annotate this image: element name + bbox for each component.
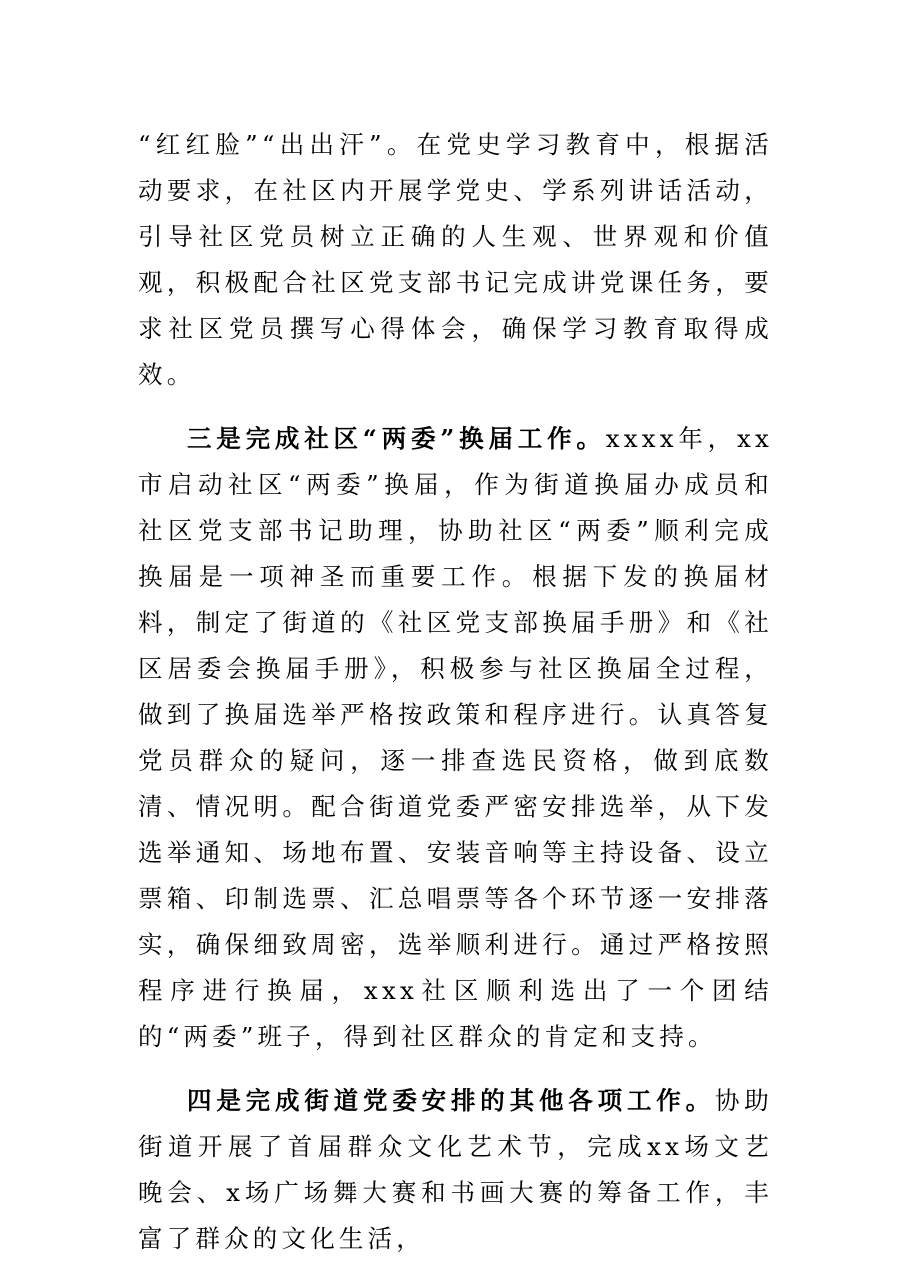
paragraph-heading: 四是完成街道党委安排的其他各项工作。 xyxy=(187,1086,715,1115)
document-body xyxy=(138,122,773,1262)
paragraph-continuation xyxy=(138,122,773,398)
paragraph-other-work xyxy=(138,1078,773,1262)
paragraph-text: “红红脸”“出出汗”。在党史学习教育中，根据活动要求，在社区内开展学党史、学系列讲话活动，引导社区党员树立正确的人生观、世界观和价值观，积极配合社区党支部书记完成讲党课任务，要求社区党员撰写心得体会，确保学习教育取得成效。 xyxy=(138,130,773,389)
paragraph-election-work xyxy=(138,416,773,1060)
paragraph-text: 协助街道开展了首届群众文化艺术节，完成xx场文艺晚会、x场广场舞大赛和书画大赛的筹备工作，丰富了群众的文化生活， xyxy=(138,1086,773,1253)
paragraph-text: xxxx年，xx市启动社区“两委”换届，作为街道换届办成员和社区党支部书记助理，协助社区“两委”顺利完成换届是一项神圣而重要工作。根据下发的换届材料，制定了街道的《社区党支部换届手册》和《社区居委会换届手册》，积极参与社区换届全过程，做到了换届选举严格按政策和程序进行。认真答复党员群众的疑问，逐一排查选民资格，做到底数清、情况明。配合街道党委严密安排选举，从下发选举通知、场地布置、安装音响等主持设备、设立票箱、印制选票、汇总唱票等各个环节逐一安排落实，确保细致周密，选举顺利进行。通过严格按照程序进行换届，xxx社区顺利选出了一个团结的“两委”班子，得到社区群众的肯定和支持。 xyxy=(138,424,773,1051)
paragraph-heading: 三是完成社区“两委”换届工作。 xyxy=(187,424,606,453)
